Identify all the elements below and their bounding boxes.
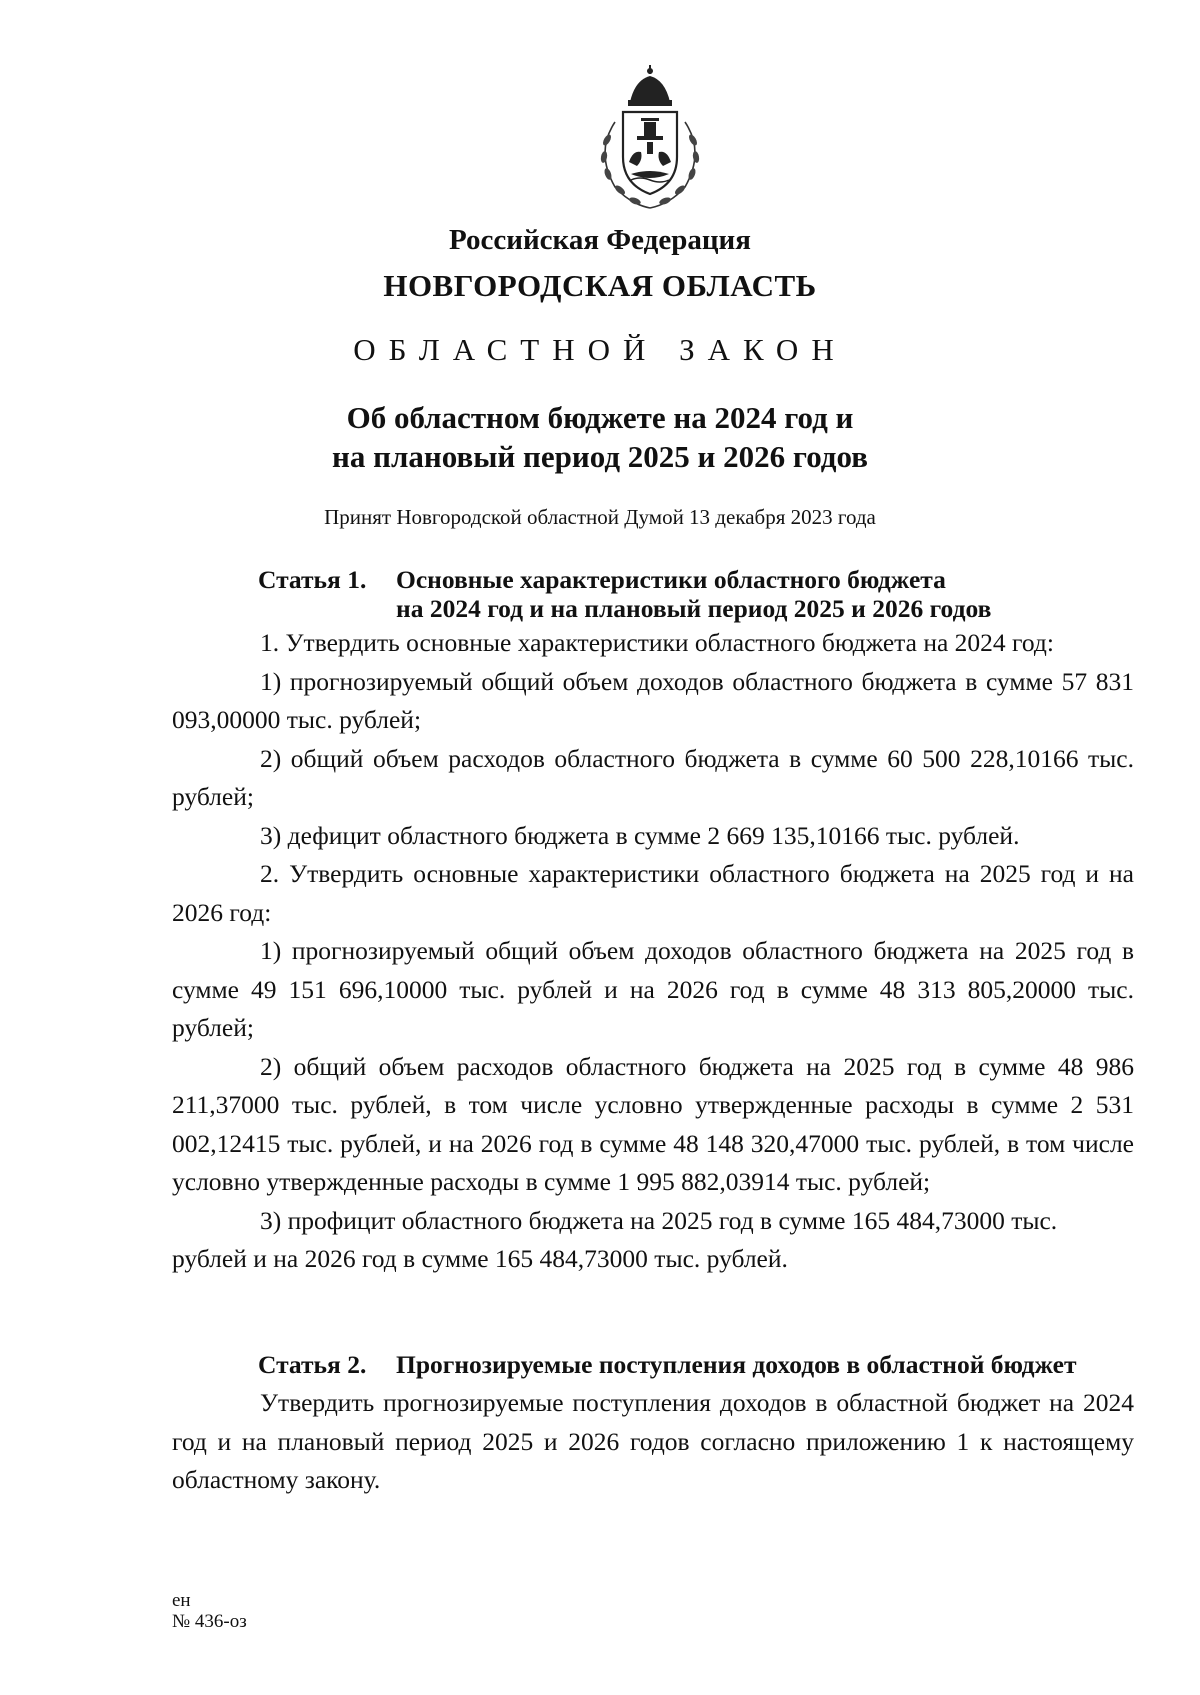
article-1-paragraph: 1) прогнозируемый общий объем доходов областного бюджета на 2025 год в сумме 49 151 696,10000 тыс. рублей и на 2026 год в сумме 48 313 805,20000 тыс. рублей; [172, 936, 1134, 1042]
article-1-title-line-1: Основные характеристики областного бюджета [396, 565, 946, 594]
article-1-body [172, 624, 1134, 1279]
article-1-paragraph: 2) общий объем расходов областного бюджета в сумме 60 500 228,10166 тыс. рублей; [172, 743, 1134, 811]
law-registration-code [172, 1590, 247, 1632]
article-1-paragraph: 2. Утвердить основные характеристики областного бюджета на 2025 год и на 2026 год: [172, 859, 1134, 927]
article-2-title: Прогнозируемые поступления доходов в областной бюджет [396, 1350, 1077, 1379]
article-1-paragraph: 3) профицит областного бюджета на 2025 год в сумме 165 484,73000 тыс. рублей и на 2026 год в сумме 165 484,73000 тыс. рублей. [172, 1205, 1058, 1273]
article-1-paragraph: 2) общий объем расходов областного бюджета на 2025 год в сумме 48 986 211,37000 тыс. рублей, в том числе условно утвержденные расходы в сумме 2 531 002,12415 тыс. рублей, и на 2026 год в сумме 48 148 320,47000 тыс. рублей, в том числе условно утвержденные расходы в сумме 1 995 882,03914 тыс. рублей; [172, 1051, 1134, 1196]
law-number: № 436-оз [172, 1611, 247, 1632]
article-1-title-line-2: на 2024 год и на плановый период 2025 и 2026 годов [396, 594, 992, 623]
region-heading: НОВГОРОДСКАЯ ОБЛАСТЬ [383, 268, 817, 303]
article-2-paragraph: Утвердить прогнозируемые поступления доходов в областной бюджет на 2024 год и на плановый период 2025 и 2026 годов согласно приложению 1 к настоящему областному закону. [172, 1388, 1134, 1494]
article-2-number: Статья 2. [258, 1350, 367, 1379]
federation-heading: Российская Федерация [449, 224, 751, 256]
article-1-paragraph: 1. Утвердить основные характеристики областного бюджета на 2024 год: [260, 628, 1054, 657]
article-2-body [172, 1384, 1134, 1500]
document-type-heading: ОБЛАСТНОЙ ЗАКОН [353, 332, 847, 367]
law-title-line-1: Об областном бюджете на 2024 год и [346, 400, 854, 435]
article-1-number: Статья 1. [258, 565, 367, 594]
law-title [0, 398, 1200, 476]
article-1-paragraph: 3) дефицит областного бюджета в сумме 2 669 135,10166 тыс. рублей. [260, 820, 1020, 850]
adoption-note: Принят Новгородской областной Думой 13 декабря 2023 года [324, 505, 876, 529]
footer-initials: ен [172, 1590, 191, 1611]
law-title-line-2: на плановый период 2025 и 2026 годов [332, 439, 868, 474]
article-2-heading [258, 1350, 1158, 1379]
novgorod-coat-of-arms-icon [585, 62, 715, 214]
article-1-paragraph: 1) прогнозируемый общий объем доходов областного бюджета в сумме 57 831 093,00000 тыс. рублей; [172, 666, 1134, 734]
article-1-heading [258, 565, 1158, 623]
